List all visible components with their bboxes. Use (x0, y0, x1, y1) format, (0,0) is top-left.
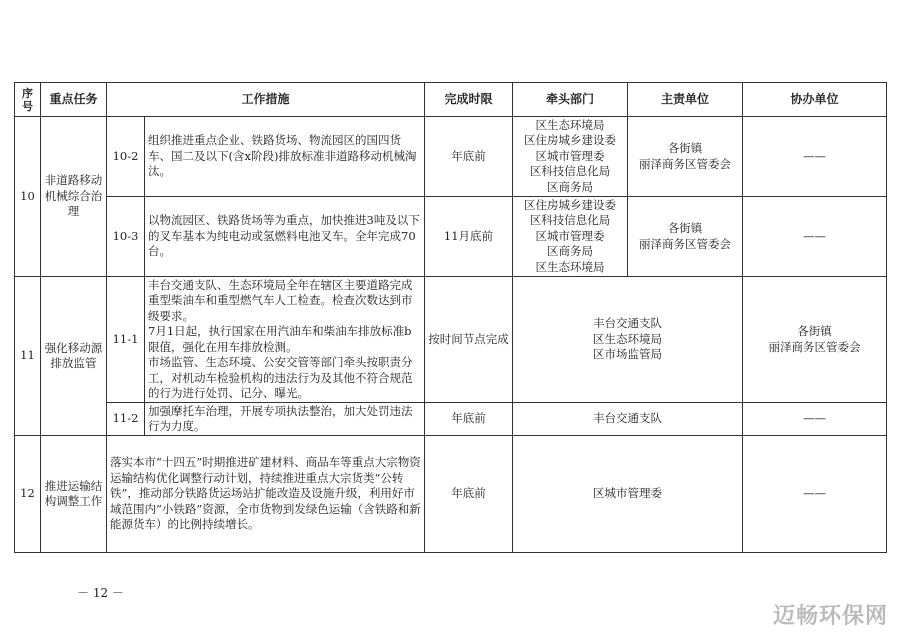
table-row (15, 117, 887, 197)
lead-dept-item: 区商务局 (547, 179, 593, 194)
table-row (15, 277, 887, 403)
assist-unit: —— (743, 117, 887, 197)
lead-dept-item: 区住房城乡建设委 (524, 197, 616, 212)
lead-resp-unit (513, 277, 743, 403)
header-measure: 工作措施 (107, 83, 425, 117)
deadline: 年底前 (425, 436, 513, 553)
header-seq: 序 号 (15, 83, 41, 117)
header-lead-dept: 牵头部门 (513, 83, 628, 117)
measure-text: 组织推进重点企业、铁路货场、物流园区的国四货车、国二及以下(含x阶段)排放标准非道路移动机械淘汰。 (145, 117, 425, 197)
header-deadline: 完成时限 (425, 83, 513, 117)
lead-dept-item: 区生态环境局 (535, 259, 605, 274)
row-number: 12 (15, 436, 41, 553)
lead-dept (513, 117, 628, 197)
measure-paragraph: 7月1日起，执行国家在用汽油车和柴油车排放标准b限值，强化在用车排放检测。 (148, 324, 412, 354)
lead-dept-item: 丰台交通支队 (593, 316, 662, 331)
header-task: 重点任务 (41, 83, 107, 117)
lead-dept-item: 区生态环境局 (535, 117, 605, 132)
deadline: 按时间节点完成 (425, 277, 513, 403)
measure-text: 加强摩托车治理，开展专项执法整治，加大处罚违法行为力度。 (145, 403, 425, 436)
assist-unit: —— (743, 403, 887, 436)
assist-unit: —— (743, 197, 887, 277)
measure-id: 11-1 (107, 277, 145, 403)
lead-dept-item: 区科技信息化局 (529, 164, 611, 179)
deadline: 年底前 (425, 117, 513, 197)
deadline: 11月底前 (425, 197, 513, 277)
lead-dept-item: 区商务局 (547, 244, 593, 259)
lead-dept-item: 区住房城乡建设委 (524, 133, 616, 148)
assist-unit (743, 277, 887, 403)
header-assist-unit: 协办单位 (743, 83, 887, 117)
lead-resp-unit: 丰台交通支队 (513, 403, 743, 436)
measure-id: 10-2 (107, 117, 145, 197)
lead-dept-item: 区科技信息化局 (529, 213, 611, 228)
measure-id: 11-2 (107, 403, 145, 436)
assist-unit-item: 各街镇 (797, 324, 832, 338)
watermark: 迈畅环保网 (772, 604, 888, 629)
task-name: 非道路移动机械综合治理 (41, 117, 107, 277)
measure-paragraph: 丰台交通支队、生态环境局全年在辖区主要道路完成重型柴油车和重型燃气车人工检查。检查次数达到市级要求。 (148, 277, 413, 323)
measure-text (145, 277, 425, 403)
measure-text: 以物流园区、铁路货场等为重点，加快推进3吨及以下的叉车基本为纯电动或氢燃料电池叉车。全年完成70台。 (145, 197, 425, 277)
resp-unit-item: 各街镇 (667, 141, 703, 155)
table-header-row (15, 83, 887, 117)
table-row (15, 197, 887, 277)
task-table (14, 82, 887, 553)
lead-resp-unit: 区城市管理委 (513, 436, 743, 553)
resp-unit-item: 各街镇 (667, 221, 703, 235)
lead-dept-item: 区市场监管局 (593, 347, 662, 362)
resp-unit-item: 丽泽商务区管委会 (639, 236, 731, 251)
deadline: 年底前 (425, 403, 513, 436)
task-name: 强化移动源排放监管 (41, 277, 107, 436)
resp-unit (628, 197, 743, 277)
lead-dept-item: 区生态环境局 (593, 331, 662, 346)
lead-dept (513, 197, 628, 277)
header-resp-unit: 主责单位 (628, 83, 743, 117)
measure-id: 10-3 (107, 197, 145, 277)
table-row (15, 403, 887, 436)
row-number: 10 (15, 117, 41, 277)
row-number: 11 (15, 277, 41, 436)
resp-unit (628, 117, 743, 197)
table-row (15, 436, 887, 553)
lead-dept-item: 区城市管理委 (535, 148, 605, 163)
assist-unit-item: 丽泽商务区管委会 (768, 339, 861, 354)
task-name: 推进运输结构调整工作 (41, 436, 107, 553)
resp-unit-item: 丽泽商务区管委会 (639, 156, 731, 171)
lead-dept-item: 区城市管理委 (535, 228, 605, 243)
assist-unit: —— (743, 436, 887, 553)
measure-paragraph: 市场监管、生态环境、公安交管等部门牵头按职责分工，对机动车检验机构的违法行为及其他不符合规范的行为进行处罚、记分、曝光。 (148, 355, 413, 400)
measure-text: 落实本市“十四五”时期推进矿建材料、商品车等重点大宗物资运输结构优化调整行动计划，持续推进重点大宗货类“公转铁”，推动部分铁路货运场站扩能改造及设施升级，利用好市域范围内“小铁路”资源，全市货物到发绿色运输（含铁路和新能源货车）的比例持续增长。 (107, 436, 425, 553)
page-number: － 12 － (77, 586, 124, 600)
